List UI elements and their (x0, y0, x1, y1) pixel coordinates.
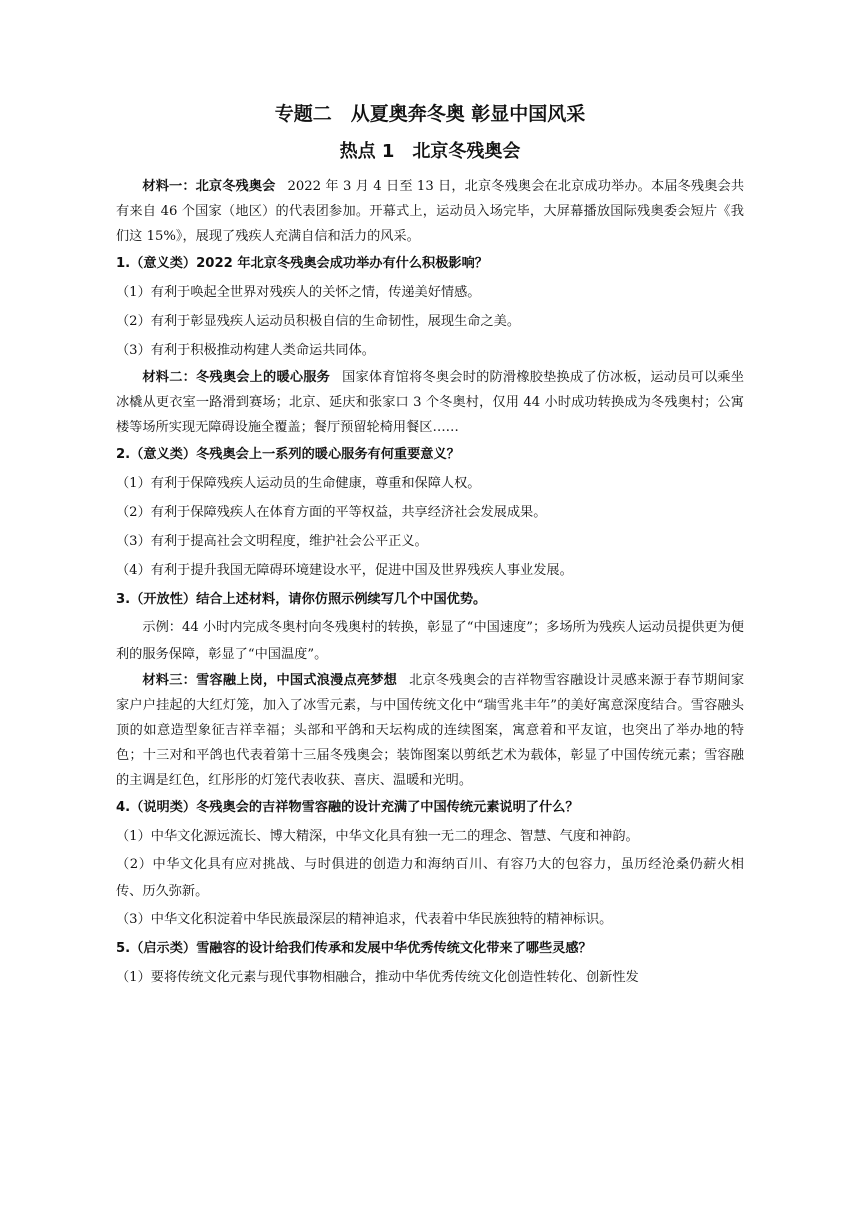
material-1 (116, 174, 744, 249)
q1-answer-2: （2）有利于彰显残疾人运动员积极自信的生命韧性，展现生命之美。 (116, 314, 521, 329)
q1-answer-1: （1）有利于唤起全世界对残疾人的关怀之情，传递美好情感。 (116, 285, 481, 300)
question-3: 3.（开放性）结合上述材料，请你仿照示例续写几个中国优势。 (116, 592, 487, 607)
material-3-label: 材料三：雪容融上岗，中国式浪漫点亮梦想 (142, 673, 398, 688)
material-2 (116, 365, 744, 440)
q2-answer-4: （4）有利于提升我国无障碍环境建设水平，促进中国及世界残疾人事业发展。 (116, 563, 573, 578)
q2-answer-2: （2）有利于保障残疾人在体育方面的平等权益，共享经济社会发展成果。 (116, 505, 547, 520)
question-1: 1.（意义类）2022 年北京冬残奥会成功举办有什么积极影响？ (116, 256, 488, 271)
material-1-text: 2022 年 3 月 4 日至 13 日，北京冬残奥会在北京成功举办。本届冬残奥会共有来自 46 个国家（地区）的代表团参加。开幕式上，运动员入场完毕，大屏幕播放国际残奥委会短片《我们这 15%》，展现了残疾人充满自信和活力的风采。 (116, 179, 745, 244)
q4-answer-1: （1）中华文化源远流长、博大精深，中华文化具有独一无二的理念、智慧、气度和神韵。 (116, 829, 639, 844)
q5-answer-1: （1）要将传统文化元素与现代事物相融合，推动中华优秀传统文化创造性转化、创新性发 (116, 970, 639, 985)
question-4: 4.（说明类）冬残奥会的吉祥物雪容融的设计充满了中国传统元素说明了什么？ (116, 800, 579, 815)
material-2-text: 国家体育馆将冬奥会时的防滑橡胶垫换成了仿冰板，运动员可以乘坐冰橇从更衣室一路滑到赛场；北京、延庆和张家口 3 个冬奥村，仅用 44 小时成功转换成为冬残奥村；公寓楼等场所实现无障碍设施全覆盖；餐厅预留轮椅用餐区…… (116, 370, 744, 435)
document-content (116, 100, 744, 992)
q3-example: 示例：44 小时内完成冬奥村向冬残奥村的转换，彰显了“中国速度”；多场所为残疾人运动员提供更为便利的服务保障，彰显了“中国温度”。 (116, 620, 744, 662)
document-subtitle: 热点 1 北京冬残奥会 (339, 141, 521, 162)
q4-answer-3: （3）中华文化积淀着中华民族最深层的精神追求，代表着中华民族独特的精神标识。 (116, 912, 613, 927)
q1-answer-3: （3）有利于积极推动构建人类命运共同体。 (116, 343, 375, 358)
material-3 (116, 668, 744, 793)
document-title: 专题二 从夏奥奔冬奥 彰显中国风采 (274, 103, 586, 125)
question-2: 2.（意义类）冬残奥会上一系列的暖心服务有何重要意义？ (116, 447, 460, 462)
q2-answer-1: （1）有利于保障残疾人运动员的生命健康，尊重和保障人权。 (116, 476, 481, 491)
material-2-label: 材料二：冬残奥会上的暖心服务 (142, 370, 331, 385)
material-1-label: 材料一：北京冬残奥会 (142, 179, 276, 194)
q2-answer-3: （3）有利于提高社会文明程度，维护社会公平正义。 (116, 534, 428, 549)
material-3-text: 北京冬残奥会的吉祥物雪容融设计灵感来源于春节期间家家户户挂起的大红灯笼，加入了冰雪元素，与中国传统文化中“瑞雪兆丰年”的美好寓意深度结合。雪容融头顶的如意造型象征吉祥幸福；头部和平鸽和天坛构成的连续图案，寓意着和平友谊，也突出了举办地的特色；十三对和平鸽也代表着第十三届冬残奥会；装饰图案以剪纸艺术为载体，彰显了中国传统元素；雪容融的主调是红色，红彤彤的灯笼代表收获、喜庆、温暖和光明。 (116, 673, 745, 788)
question-5: 5.（启示类）雪融容的设计给我们传承和发展中华优秀传统文化带来了哪些灵感？ (116, 941, 592, 956)
q4-answer-2: （2）中华文化具有应对挑战、与时俱进的创造力和海纳百川、有容乃大的包容力，虽历经沧桑仍薪火相传、历久弥新。 (116, 857, 744, 899)
